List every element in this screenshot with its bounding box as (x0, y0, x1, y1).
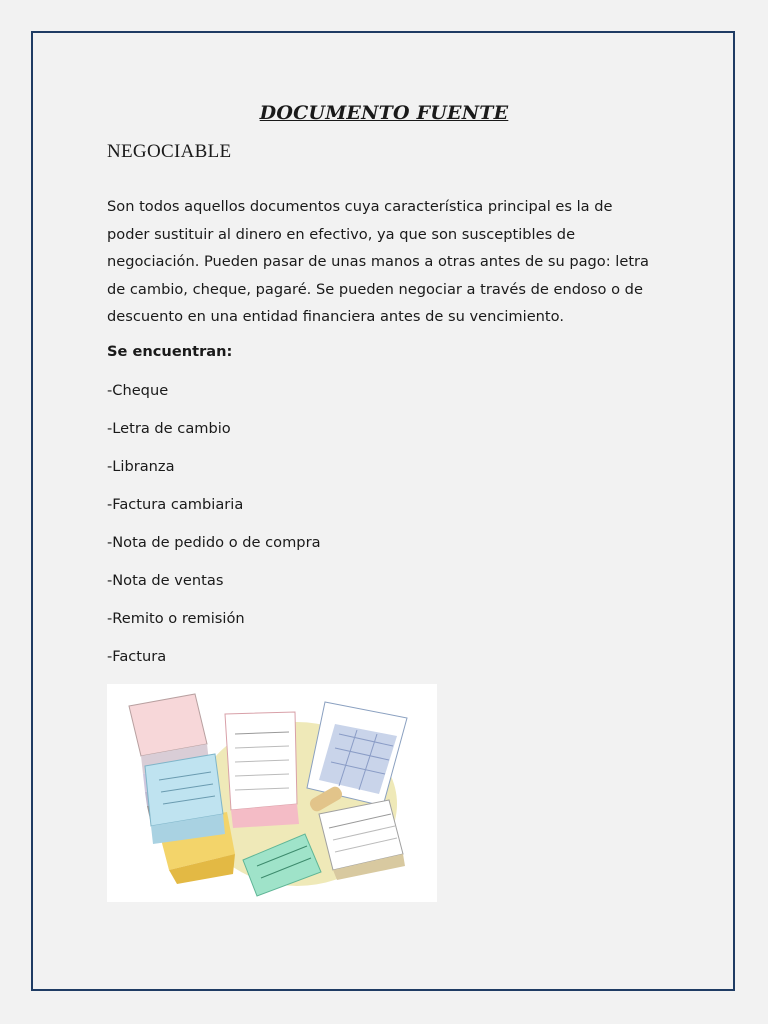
documents-illustration (107, 684, 437, 902)
description-paragraph: Son todos aquellos documentos cuya característica principal es la de poder sustituir al dinero en efectivo, ya que son susceptibles de negociación. Pueden pasar de unas manos a otras antes de su pago: letra de cambio, cheque, pagaré. Se pueden negociar a través de endoso o de descuento en una entidad financiera antes de su vencimiento. (107, 198, 649, 325)
list-item: -Nota de pedido o de compra (107, 534, 321, 551)
section-label: Se encuentran: (107, 343, 233, 360)
list-item: -Letra de cambio (107, 420, 231, 437)
list-item: -Nota de ventas (107, 572, 224, 589)
list-item: -Remito o remisión (107, 610, 245, 627)
document-list (107, 380, 321, 684)
document-subtitle: NEGOCIABLE (107, 141, 232, 162)
list-item: -Cheque (107, 382, 169, 399)
stack-pink-center (225, 712, 299, 828)
stack-blue (145, 754, 225, 844)
list-item: -Factura (107, 648, 167, 665)
document-title: DOCUMENTO FUENTE (259, 102, 509, 124)
list-item: -Factura cambiaria (107, 496, 244, 513)
list-item: -Libranza (107, 458, 175, 475)
